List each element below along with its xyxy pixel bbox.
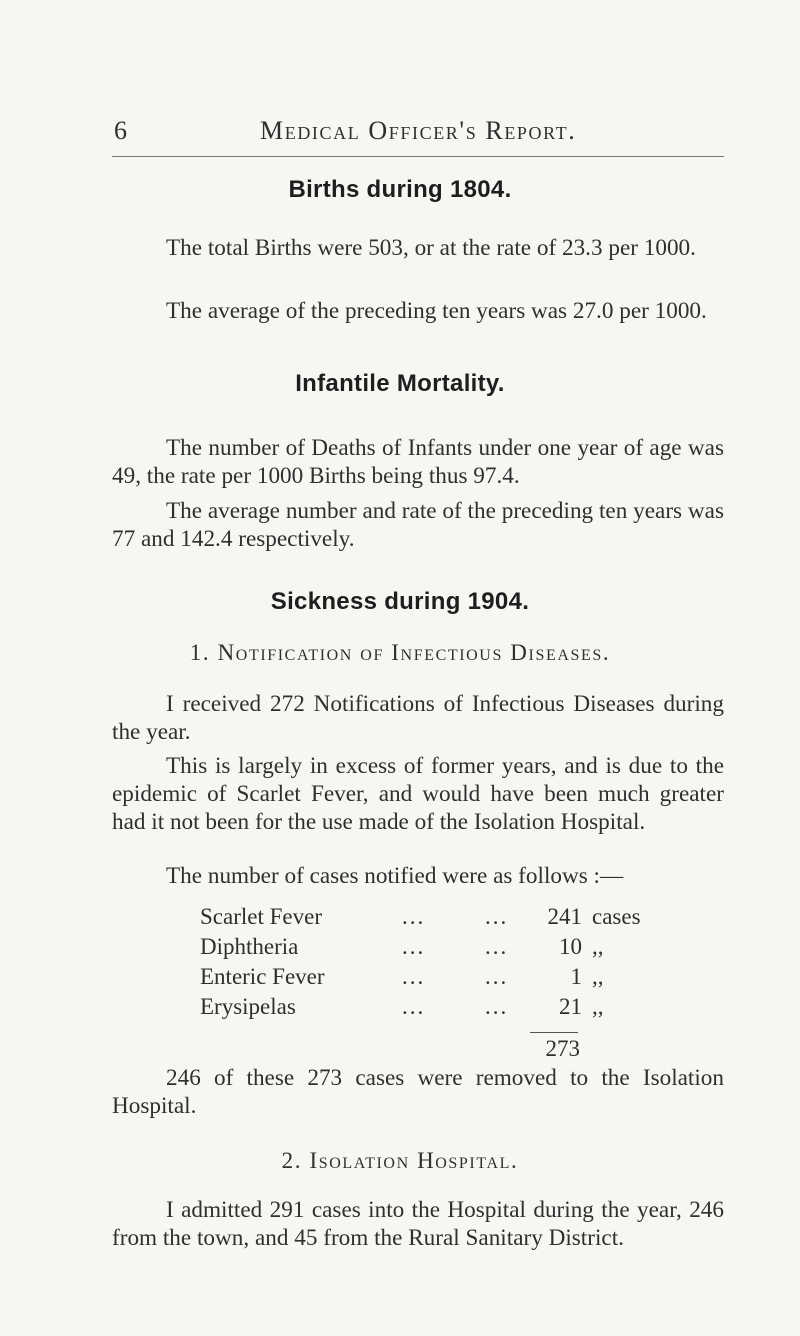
leader-dots: ...	[402, 964, 426, 989]
cases-total: 273	[545, 1036, 580, 1061]
header-rule	[112, 156, 724, 157]
case-disease: Diphtheria	[200, 934, 299, 959]
leader-dots: ...	[402, 934, 426, 959]
leader-dots: ...	[485, 934, 509, 959]
isolation-section-title: 2. Isolation Hospital.	[281, 1148, 519, 1173]
case-count: 10	[559, 934, 582, 959]
case-unit: cases	[592, 904, 641, 929]
leader-dots: ...	[485, 964, 509, 989]
notifications-received-paragraph: I received 272 Notifications of Infectious Diseases during the year.	[112, 691, 724, 745]
case-count: 1	[570, 964, 582, 989]
births-average-paragraph: The average of the preceding ten years was 27.0 per 1000.	[166, 298, 707, 324]
case-disease: Scarlet Fever	[200, 904, 322, 929]
case-unit: ,,	[592, 964, 604, 989]
case-row	[200, 934, 660, 964]
leader-dots: ...	[402, 904, 426, 929]
births-total-paragraph: The total Births were 503, or at the rate of 23.3 per 1000.	[166, 235, 696, 261]
case-count: 21	[559, 994, 582, 1019]
case-unit: ,,	[592, 934, 604, 959]
case-unit: ,,	[592, 994, 604, 1019]
admitted-paragraph: I admitted 291 cases into the Hospital during the year, 246 from the town, and 45 from the Rural Sanitary District.	[112, 1197, 724, 1251]
infant-deaths-paragraph: The number of Deaths of Infants under one year of age was 49, the rate per 1000 Births being thus 97.4.	[112, 435, 724, 489]
leader-dots: ...	[402, 994, 426, 1019]
leader-dots: ...	[485, 904, 509, 929]
total-rule	[530, 1032, 578, 1033]
case-disease: Enteric Fever	[200, 964, 325, 989]
cases-intro-paragraph: The number of cases notified were as follows :—	[166, 863, 624, 889]
leader-dots: ...	[485, 994, 509, 1019]
cases-table	[200, 904, 660, 1061]
case-row	[200, 964, 660, 994]
infant-average-paragraph: The average number and rate of the preceding ten years was 77 and 142.4 respectively.	[112, 498, 724, 552]
case-disease: Erysipelas	[200, 994, 296, 1019]
removed-paragraph: 246 of these 273 cases were removed to the Isolation Hospital.	[112, 1065, 724, 1119]
page-number: 6	[114, 116, 127, 145]
excess-paragraph: This is largely in excess of former years, and is due to the epidemic of Scarlet Fever, and would have been much greater had it not been for the use made of the Isolation Hospital.	[112, 753, 724, 835]
running-title: Medical Officer's Report.	[260, 116, 577, 145]
case-row	[200, 904, 660, 934]
notification-section-title: 1. Notification of Infectious Diseases.	[189, 640, 611, 665]
births-heading: Births during 1804.	[288, 176, 512, 203]
case-row	[200, 994, 660, 1024]
infantile-mortality-heading: Infantile Mortality.	[295, 370, 505, 397]
case-count: 241	[547, 904, 582, 929]
sickness-heading: Sickness during 1904.	[270, 588, 530, 615]
running-header	[112, 112, 724, 148]
